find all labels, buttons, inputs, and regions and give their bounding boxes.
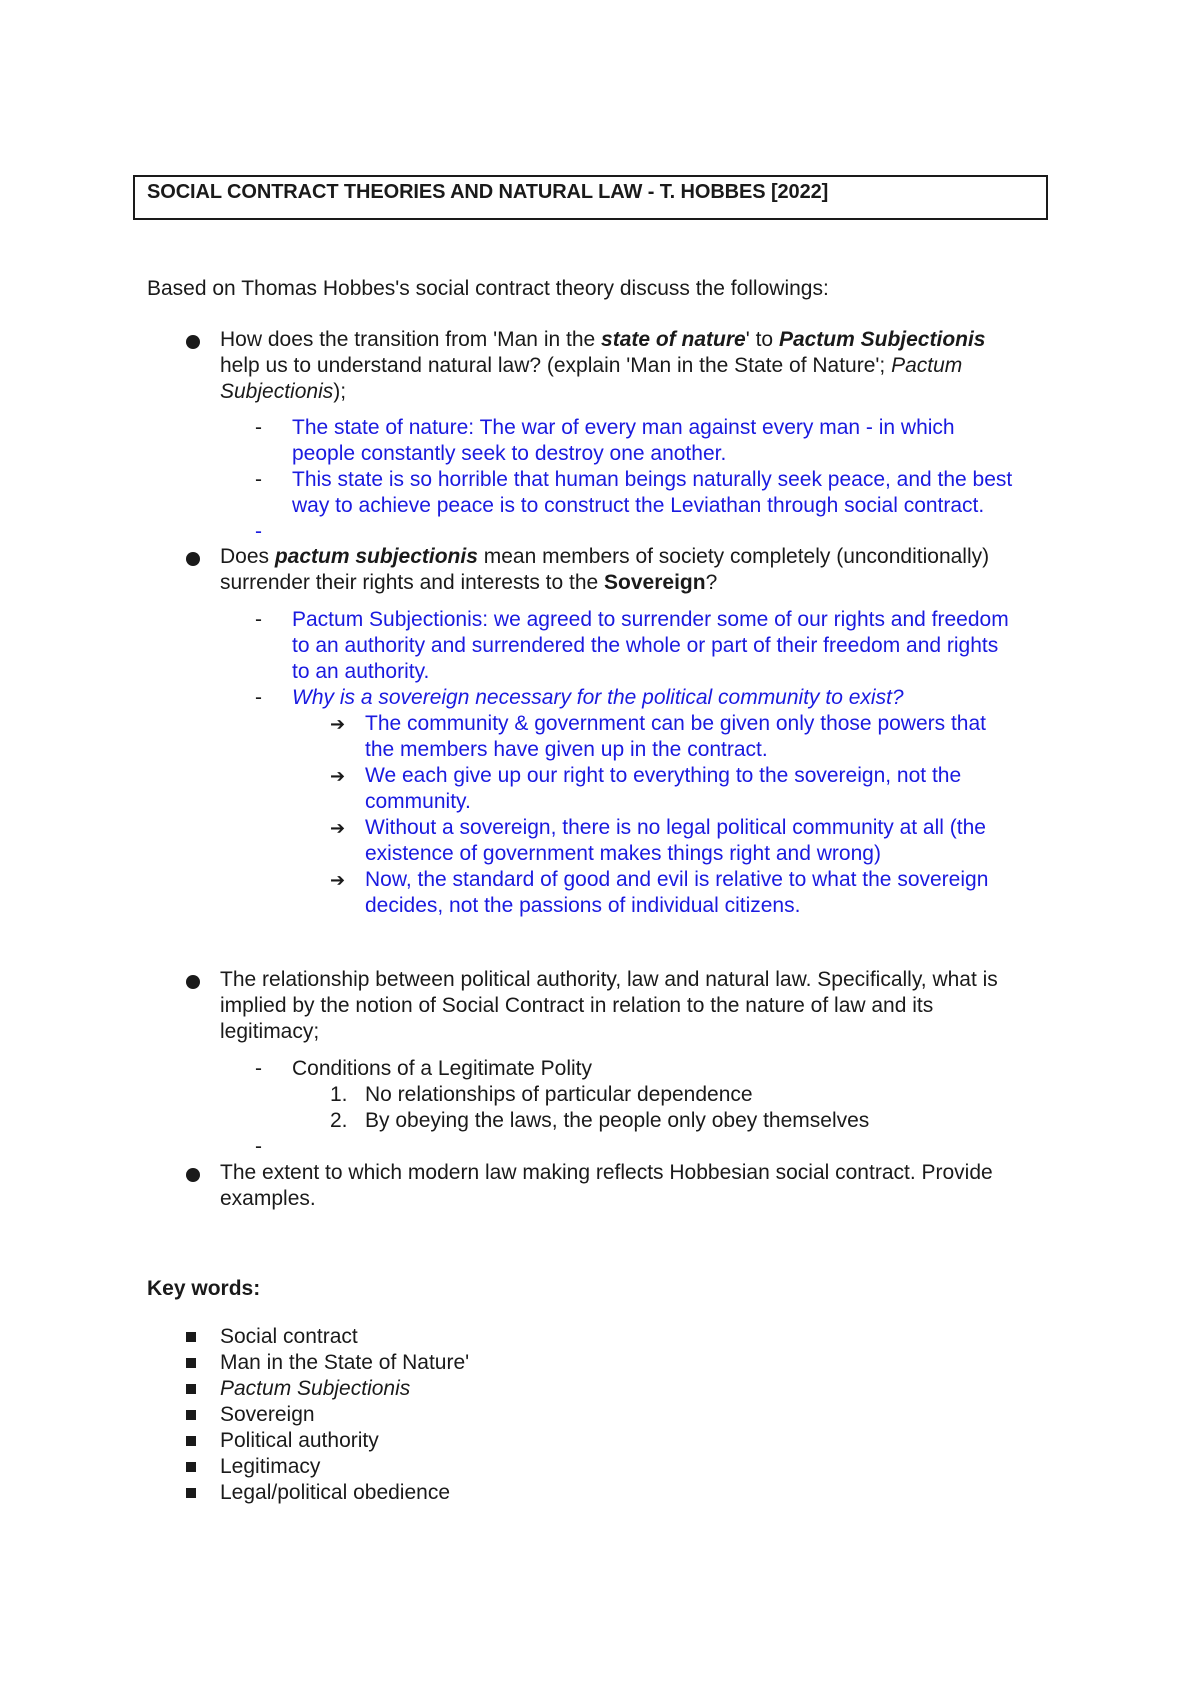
question-1-line-2: help us to understand natural law? (explain 'Man in the State of Nature'; Pactum xyxy=(220,354,963,377)
numbered-item: No relationships of particular dependence xyxy=(365,1083,753,1106)
answer-text: the members have given up in the contract. xyxy=(365,738,768,761)
square-bullet-icon xyxy=(186,1436,196,1446)
answer-question: Why is a sovereign necessary for the political community to exist? xyxy=(292,686,904,709)
arrow-icon: ➔ xyxy=(330,818,346,838)
answer-text: people constantly seek to destroy one another. xyxy=(292,442,727,465)
question-4-line: examples. xyxy=(220,1187,316,1210)
answer-text: community. xyxy=(365,790,471,813)
keyword-item: Man in the State of Nature' xyxy=(220,1351,470,1374)
question-4-line: The extent to which modern law making reflects Hobbesian social contract. Provide xyxy=(220,1161,993,1184)
answer-text: to an authority and surrendered the whole or part of their freedom and rights xyxy=(292,634,999,657)
answer-text: The state of nature: The war of every man against every man - in which xyxy=(292,416,955,439)
question-3-line: legitimacy; xyxy=(220,1020,320,1043)
keywords-heading: Key words: xyxy=(147,1277,261,1300)
answer-text: Without a sovereign, there is no legal political community at all (the xyxy=(365,816,986,839)
answer-text: decides, not the passions of individual citizens. xyxy=(365,894,801,917)
dash-marker: - xyxy=(255,1057,262,1080)
answer-text: The community & government can be given only those powers that xyxy=(365,712,986,735)
list-number: 2. xyxy=(330,1109,348,1132)
bullet-icon xyxy=(186,552,200,566)
bullet-icon xyxy=(186,335,200,349)
keyword-item: Sovereign xyxy=(220,1403,315,1426)
bullet-icon xyxy=(186,1168,200,1182)
question-1-line-1: How does the transition from 'Man in the state of nature' to Pactum Subjectionis xyxy=(220,328,986,351)
sub-point: Conditions of a Legitimate Polity xyxy=(292,1057,592,1080)
numbered-item: By obeying the laws, the people only obey themselves xyxy=(365,1109,870,1132)
list-number: 1. xyxy=(330,1083,348,1106)
empty-dash: - xyxy=(255,520,262,543)
keyword-item: Pactum Subjectionis xyxy=(220,1377,411,1400)
dash-marker: - xyxy=(255,608,262,631)
answer-text: This state is so horrible that human beings naturally seek peace, and the best xyxy=(292,468,1013,491)
keyword-item: Social contract xyxy=(220,1325,358,1348)
square-bullet-icon xyxy=(186,1488,196,1498)
square-bullet-icon xyxy=(186,1462,196,1472)
question-2-line-2: surrender their rights and interests to the Sovereign? xyxy=(220,571,718,594)
question-3-line: The relationship between political authority, law and natural law. Specifically, what is xyxy=(220,968,998,991)
square-bullet-icon xyxy=(186,1332,196,1342)
intro-text: Based on Thomas Hobbes's social contract theory discuss the followings: xyxy=(147,277,829,300)
bullet-icon xyxy=(186,975,200,989)
answer-text: Pactum Subjectionis: we agreed to surrender some of our rights and freedom xyxy=(292,608,1009,631)
square-bullet-icon xyxy=(186,1410,196,1420)
answer-text: Now, the standard of good and evil is relative to what the sovereign xyxy=(365,868,989,891)
keyword-item: Legal/political obedience xyxy=(220,1481,451,1504)
answer-text: way to achieve peace is to construct the Leviathan through social contract. xyxy=(292,494,985,517)
answer-text: to an authority. xyxy=(292,660,430,683)
dash-marker: - xyxy=(255,416,262,439)
keyword-item: Legitimacy xyxy=(220,1455,321,1478)
empty-dash: - xyxy=(255,1135,262,1158)
square-bullet-icon xyxy=(186,1358,196,1368)
document-title: SOCIAL CONTRACT THEORIES AND NATURAL LAW - T. HOBBES [2022] xyxy=(147,181,829,203)
arrow-icon: ➔ xyxy=(330,714,346,734)
answer-text: existence of government makes things right and wrong) xyxy=(365,842,881,865)
keyword-item: Political authority xyxy=(220,1429,379,1452)
question-1-line-3: Subjectionis); xyxy=(220,380,347,403)
question-3-line: implied by the notion of Social Contract in relation to the nature of law and its xyxy=(220,994,934,1017)
arrow-icon: ➔ xyxy=(330,766,346,786)
arrow-icon: ➔ xyxy=(330,870,346,890)
dash-marker: - xyxy=(255,686,262,709)
title-box xyxy=(133,175,1048,220)
dash-marker: - xyxy=(255,468,262,491)
question-2-line-1: Does pactum subjectionis mean members of society completely (unconditionally) xyxy=(220,545,990,568)
answer-text: We each give up our right to everything to the sovereign, not the xyxy=(365,764,962,787)
square-bullet-icon xyxy=(186,1384,196,1394)
